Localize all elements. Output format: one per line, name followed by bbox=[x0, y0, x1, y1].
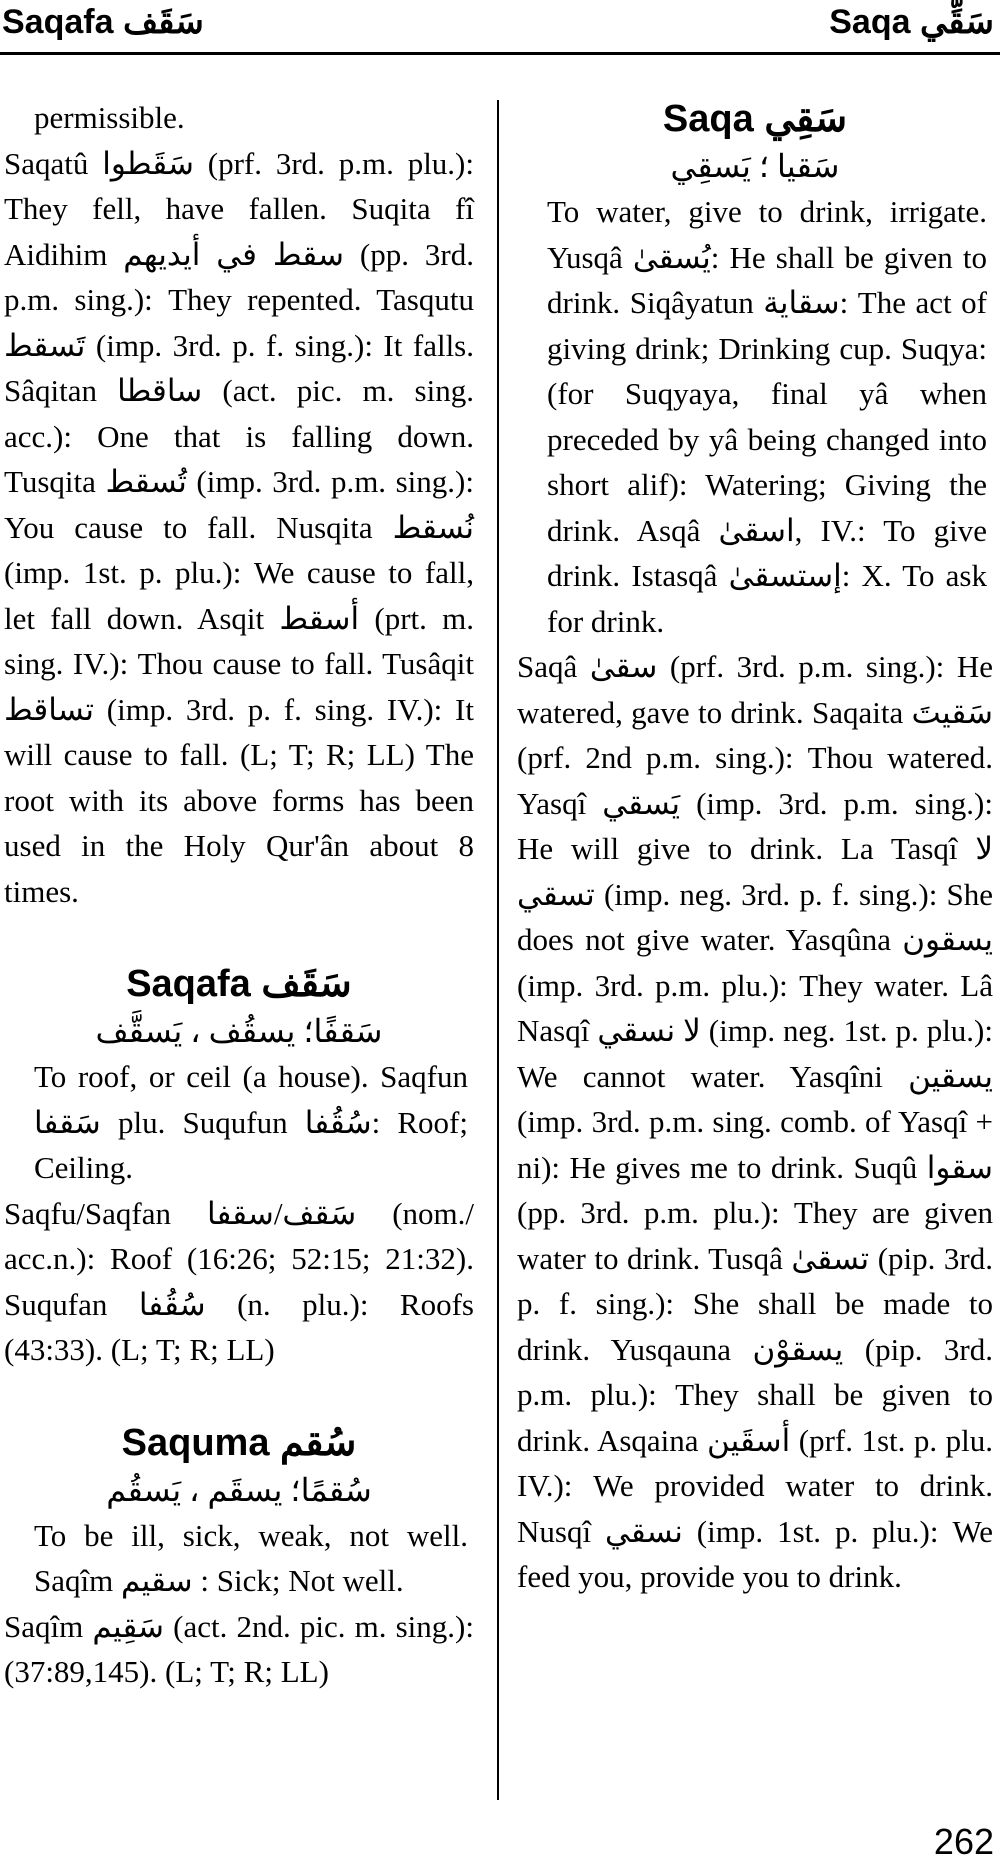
running-head-right: Saqa سَقِّي bbox=[829, 3, 994, 41]
column-divider bbox=[497, 100, 499, 1800]
entry-title-saqafa: Saqafa سَقَف bbox=[126, 963, 352, 1005]
root-forms-saqafa: سَقفًا؛ يسقُف ، يَسقَّف bbox=[95, 1013, 383, 1049]
root-forms-saquma: سُقمًا؛ يسقَم ، يَسقُم bbox=[106, 1471, 372, 1508]
entry-definition-saqa: To water, give to drink, irrigate. Yusqâ يُسقىٰ: He shall be given to drink. Siqâyatun سقاية: The act of giving drink; Drinking cup. Suqya: (for Suqyaya, final yâ when preceded by yâ being changed into short alif): Watering; Giving the drink. Asqâ اسقىٰ, IV.: To give drink. Istasqâ إستسقىٰ: X. To ask for drink. bbox=[547, 194, 988, 639]
entry-title-saquma: Saquma سُقم bbox=[121, 1421, 357, 1464]
running-head-left: Saqafa سَقَف bbox=[2, 3, 204, 41]
page-header bbox=[0, 0, 1000, 52]
right-column bbox=[517, 95, 993, 1600]
root-forms-saqa: سَقيا ؛ يَسقِي bbox=[670, 148, 840, 184]
entry-body: Saqatû سَقَطوا (prf. 3rd. p.m. plu.): They fell, have fallen. Suqita fî Aidihim سقط في أيديهم (pp. 3rd. p.m. sing.): They repented. Tasqutu تَسقط (imp. 3rd. p. f. sing.): It falls. Sâqitan ساقطا (act. pic. m. sing. acc.): One that is falling down. Tusqita تُسقط (imp. 3rd. p.m. sing.): You cause to fall. Nusqita نُسقط (imp. 1st. p. plu.): We cause to fall, let fall down. Asqit أسقط (prt. m. sing. IV.): Thou cause to fall. Tusâqit تساقط (imp. 3rd. p. f. sing. IV.): It will cause to fall. (L; T; R; LL) The root with its above forms has been used in the Holy Qur'ân about 8 times. bbox=[4, 145, 475, 909]
header-rule bbox=[0, 52, 1000, 55]
entry-body-saqa: Saqâ سقىٰ (prf. 3rd. p.m. sing.): He watered, gave to drink. Saqaita سَقيتَ (prf. 2nd p.m. sing.): Thou watered. Yasqî يَسقي (imp. 3rd. p.m. sing.): He will give to drink. La Tasqî لا تسقي (imp. neg. 3rd. p. f. sing.): She does not give water. Yasqûna يسقون (imp. 3rd. p.m. plu.): They water. Lâ Nasqî لا نسقي (imp. neg. 1st. p. plu.): We cannot water. Yasqîni يسقين (imp. 3rd. p.m. sing. comb. of Yasqî + ni): He gives me to drink. Suqû سقوا (pp. 3rd. p.m. plu.): They are given water to drink. Tusqâ تسقىٰ (pip. 3rd. p. f. sing.): She shall be made to drink. Yusqauna يسقوْن (pip. 3rd. p.m. plu.): They shall be given to drink. Asqaina أسقَين (prf. 1st. p. plu. IV.): We provided water to drink. Nusqî نسقي (imp. 1st. p. plu.): We feed you, provide you to drink. bbox=[517, 649, 994, 1594]
left-column bbox=[4, 95, 474, 1695]
entry-definition-saqafa: To roof, or ceil (a house). Saqfun سَقفا plu. Suqufun سُقُفا: Roof; Ceiling. bbox=[34, 1059, 468, 1185]
continuation-text: permissible. bbox=[34, 100, 185, 135]
entry-definition-saquma: To be ill, sick, weak, not well. Saqîm سقيم : Sick; Not well. bbox=[34, 1517, 468, 1598]
entry-body-saqafa: Saqfu/Saqfan سَقف/سقفا (nom./ acc.n.): Roof (16:26; 52:15; 21:32). Suqufan سُقُفا (n. plu.): Roofs (43:33). (L; T; R; LL) bbox=[4, 1195, 474, 1367]
entry-title-saqa: Saqa سَقِي bbox=[662, 98, 848, 140]
page-number: 262 bbox=[933, 1821, 994, 1862]
entry-body-saquma: Saqîm سَقِيم (act. 2nd. pic. m. sing.): (37:89,145). (L; T; R; LL) bbox=[4, 1608, 474, 1689]
